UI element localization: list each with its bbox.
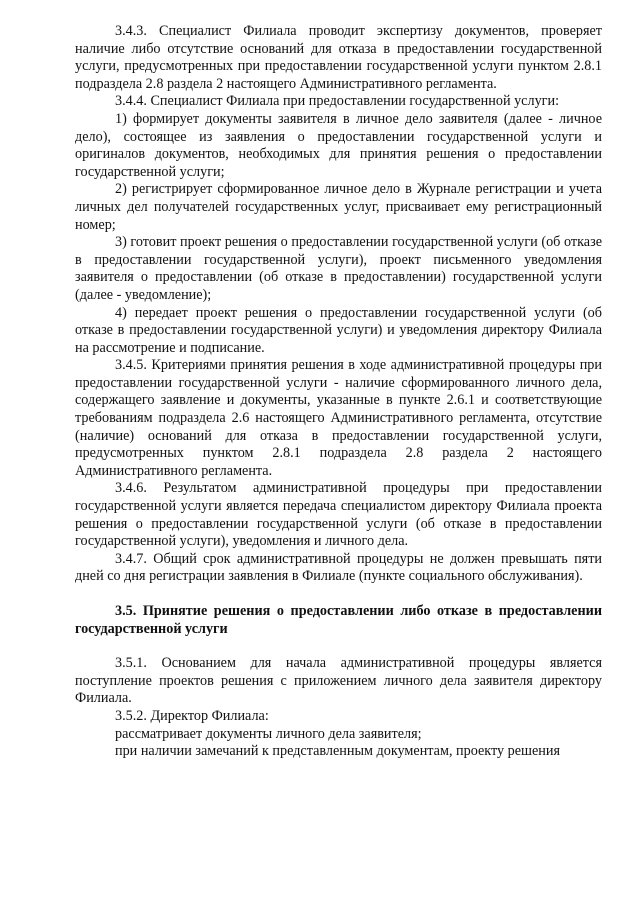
list-item-2: 2) регистрирует сформированное личное дело в Журнале регистрации и учета личных дел получателей государственных услуг, присваивает ему регистрационный номер;: [75, 181, 602, 233]
paragraph-3-4-3: 3.4.3. Специалист Филиала проводит экспертизу документов, проверяет наличие либо отсутствие оснований для отказа в предоставлении государственной услуги, предусмотренных при предоставлении государственной услуги пунктом 2.8.1 подраздела 2.8 раздела 2 настоящего Административного регламента.: [75, 23, 602, 92]
document-page: [75, 23, 602, 761]
paragraph-3-4-6: 3.4.6. Результатом административной процедуры при предоставлении государственной услуги является передача специалистом директору Филиала проекта решения о предоставлении государственной услуги (об отказе в предоставлении государственной услуги), уведомления и личного дела.: [75, 480, 602, 550]
section-heading-3-5: 3.5. Принятие решения о предоставлении либо отказе в предоставлении государственной услуги: [75, 603, 602, 637]
paragraph-3-4-4: 3.4.4. Специалист Филиала при предоставлении государственной услуги:: [115, 93, 560, 110]
list-item-3: 3) готовит проект решения о предоставлении государственной услуги (об отказе в предоставлении государственной услуги), проект письменного уведомления заявителя о предоставлении (об отказе в предоставлении) государственной услуги (далее - уведомление);: [75, 234, 602, 303]
paragraph-remarks: при наличии замечаний к представленным документам, проекту решения: [115, 743, 560, 760]
paragraph-3-5-1: 3.5.1. Основанием для начала административной процедуры является поступление проектов решения с приложением личного дела заявителя директору Филиала.: [75, 655, 602, 707]
paragraph-3-4-7: 3.4.7. Общий срок административной процедуры не должен превышать пяти дней со дня регистрации заявления в Филиале (пункте социального обслуживания).: [75, 550, 602, 585]
list-item-4: 4) передает проект решения о предоставлении государственной услуги (об отказе в предоставлении государственной услуги) и уведомления директору Филиала на рассмотрение и подписание.: [75, 304, 602, 356]
list-item-1: 1) формирует документы заявителя в личное дело заявителя (далее - личное дело), состоящее из заявления о предоставлении государственной услуги и оригиналов документов, необходимых для принятия решения о предоставлении государственной услуги;: [75, 110, 602, 180]
paragraph-3-4-5: 3.4.5. Критериями принятия решения в ходе административной процедуры при предоставлении государственной услуги - наличие сформированного личного дела, содержащего заявление и документы, указанные в пункте 2.6.1 и соответствующие требованиям подраздела 2.6 настоящего Административного регламента, отсутствие (наличие) оснований для отказа в предоставлении государственной услуги, предусмотренных пунктом 2.8.1 подраздела 2.8 раздела 2 настоящего Административного регламента.: [75, 357, 602, 479]
paragraph-review: рассматривает документы личного дела заявителя;: [115, 725, 422, 742]
paragraph-3-5-2: 3.5.2. Директор Филиала:: [115, 707, 269, 724]
